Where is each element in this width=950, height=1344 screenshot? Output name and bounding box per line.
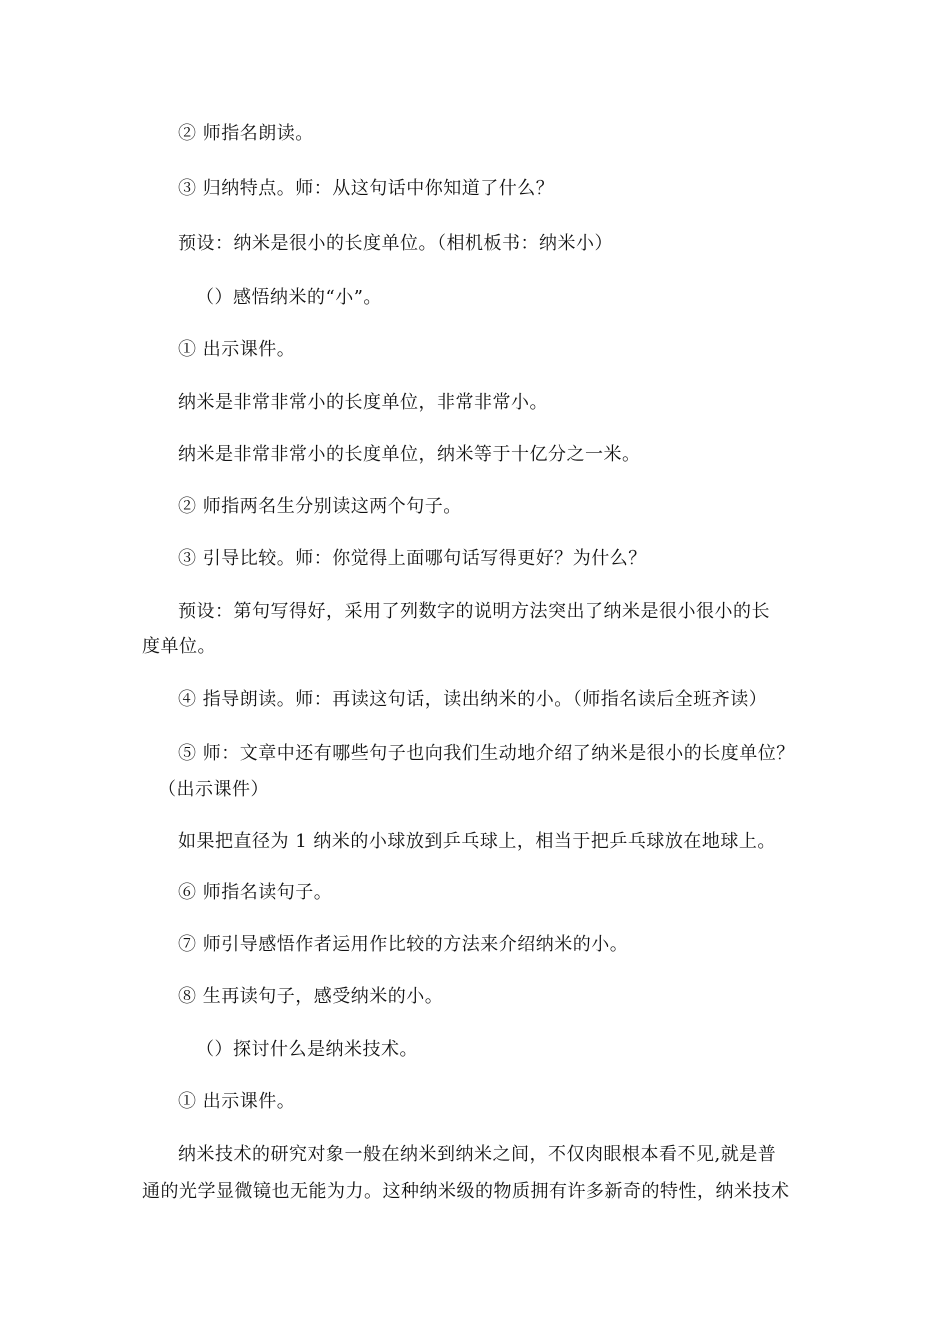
text-line: ③ 引导比较。师：你觉得上面哪句话写得更好？为什么？ xyxy=(178,548,647,569)
text-line: 度单位。 xyxy=(142,636,216,657)
text-line: ③ 归纳特点。师：从这句话中你知道了什么？ xyxy=(178,178,555,199)
text-line: ② 师指名朗读。 xyxy=(178,123,314,144)
text-line: ④ 指导朗读。师：再读这句话，读出纳米的小。（师指名读后全班齐读） xyxy=(178,689,768,710)
text-line: 如果把直径为 1 纳米的小球放到乒乓球上，相当于把乒乓球放在地球上。 xyxy=(178,831,776,852)
text-line: ⑦ 师引导感悟作者运用作比较的方法来介绍纳米的小。 xyxy=(178,934,629,955)
text-line: 预设：第句写得好，采用了列数字的说明方法突出了纳米是很小很小的长 xyxy=(178,601,770,622)
text-line: 预设：纳米是很小的长度单位。（相机板书：纳米小） xyxy=(178,233,613,254)
text-line: ① 出示课件。 xyxy=(178,1091,296,1112)
text-line: ⑥ 师指名读句子。 xyxy=(178,882,333,903)
section-heading: （）感悟纳米的“小”。 xyxy=(196,287,382,308)
text-line: ⑧ 生再读句子，感受纳米的小。 xyxy=(178,986,444,1007)
text-line: 通的光学显微镜也无能为力。这种纳米级的物质拥有许多新奇的特性，纳米技术 xyxy=(142,1181,790,1202)
text-line: 纳米是非常非常小的长度单位，非常非常小。 xyxy=(178,392,548,413)
text-line: （出示课件） xyxy=(158,779,269,800)
text-line: ⑤ 师：文章中还有哪些句子也向我们生动地介绍了纳米是很小的长度单位？ xyxy=(178,743,795,764)
section-heading: （）探讨什么是纳米技术。 xyxy=(196,1039,418,1060)
text-line: 纳米是非常非常小的长度单位，纳米等于十亿分之一米。 xyxy=(178,444,641,465)
text-line: 纳米技术的研究对象一般在纳米到纳米之间，不仅肉眼根本看不见,就是普 xyxy=(178,1144,777,1165)
text-line: ① 出示课件。 xyxy=(178,339,296,360)
text-line: ② 师指两名生分别读这两个句子。 xyxy=(178,496,462,517)
